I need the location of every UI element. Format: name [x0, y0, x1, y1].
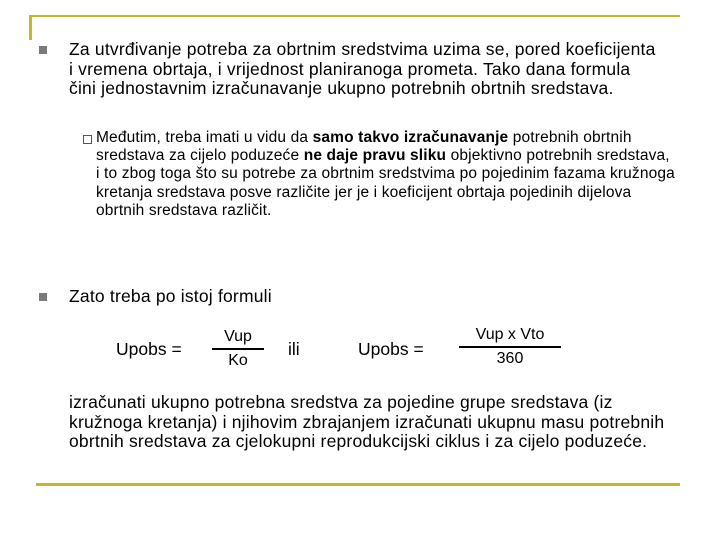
hollow-square-bullet-icon [83, 135, 92, 144]
slide-bottom-rule [36, 483, 680, 486]
formula-right-denominator: 360 [496, 349, 524, 367]
slide-top-rule [29, 15, 680, 17]
formula-left-denominator: Ko [228, 351, 248, 369]
sub-bullet-text-part2: potrebnih obrtnih sredstava za cijelo poduzeće [96, 129, 632, 165]
closing-paragraph: izračunati ukupno potrebna sredstva za pojedine grupe sredstava (iz kružnoga kretanja) i njihovim zbrajanjem izračunati ukupnu masu potrebnih obrtnih sredstava za cjelokupni reprodukcijski ciklus i za cijelo poduzeće. [69, 392, 665, 451]
sub-bullet-bold-1: samo takvo izračunavanje [312, 129, 509, 146]
sub-bullet-bold-2: ne daje pravu sliku [303, 147, 447, 165]
bullet-square-icon [39, 293, 47, 301]
formula-right-numerator: Vup x Vto [475, 326, 545, 343]
formula-left-label: Upobs = [116, 339, 182, 359]
formula-right-fraction [459, 326, 561, 368]
formula-right-label: Upobs = [358, 339, 424, 359]
bullet-square-icon [39, 46, 47, 54]
slide-left-rule [29, 15, 32, 40]
formula-connector: ili [288, 339, 300, 359]
formula-left-fraction [212, 328, 264, 370]
sub-bullet-text-part3: objektivno potrebnih sredstava, i to zbog toga što su potrebe za obrtnim sredstvima po pojedinim fazama kružnoga kretanja sredstava posve različite jer je i koeficijent obrtaja pojedinih dijelova obrtnih sredstava različit. [96, 147, 675, 219]
formula-left-numerator: Vup [224, 328, 252, 345]
sub-bullet-text [96, 129, 676, 220]
bullet-2-text: Zato treba po istoj formuli [69, 286, 272, 306]
bullet-1-text: Za utvrđivanje potreba za obrtnim sredstvima uzima se, pored koeficijenta i vremena obrtaja, i vrijednost planiranoga prometa. Tako dana formula čini jednostavnim izračunavanje ukupno potrebnih obrtnih sredstava. [69, 39, 656, 98]
sub-bullet-text-part1: Međutim, treba imati u vidu da [96, 129, 313, 146]
